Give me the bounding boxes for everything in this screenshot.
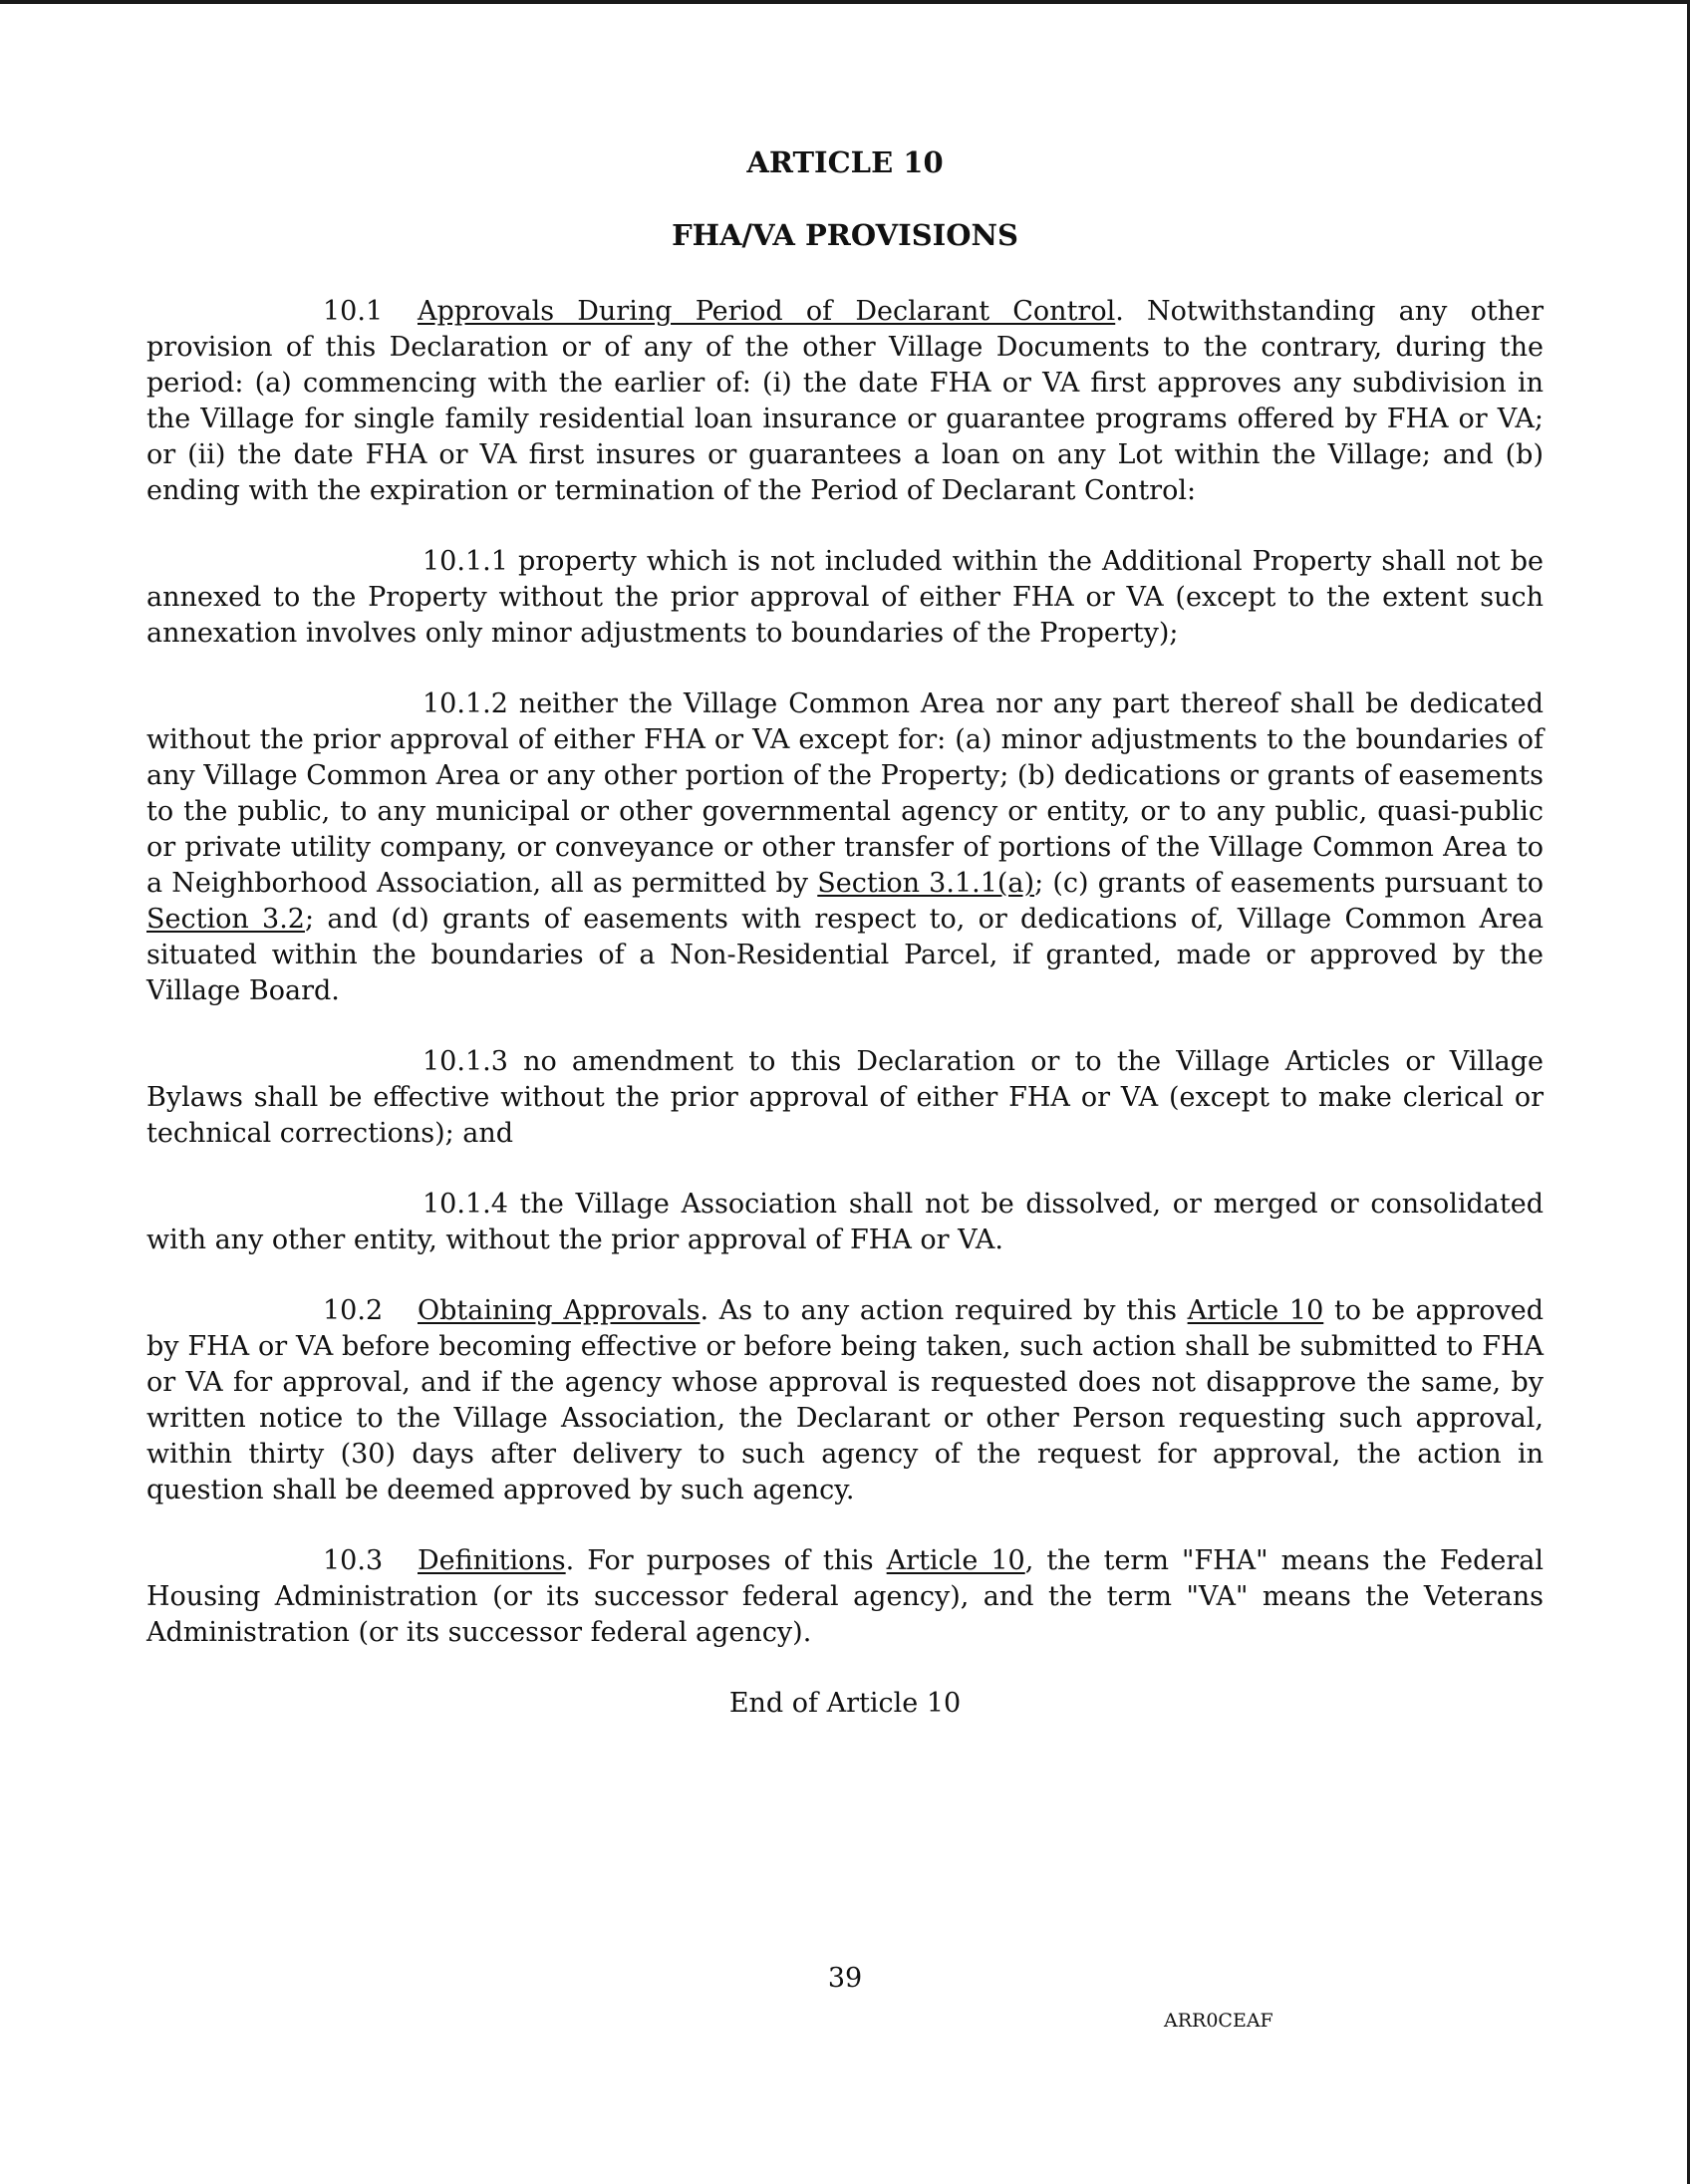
section-10-2 bbox=[146, 1293, 1544, 1508]
article-subtitle: FHA/VA PROVISIONS bbox=[672, 218, 1018, 252]
section-number: 10.3 bbox=[323, 1545, 384, 1576]
section-heading: Obtaining Approvals bbox=[418, 1295, 701, 1326]
section-text: . As to any action required by this bbox=[700, 1295, 1188, 1326]
section-10-1 bbox=[146, 294, 1544, 509]
section-number: 10.1.1 bbox=[422, 546, 508, 577]
cross-reference-link: Section 3.2 bbox=[146, 904, 305, 935]
section-text: ; (c) grants of easements pursuant to bbox=[1034, 868, 1544, 899]
scan-edge-top bbox=[0, 0, 1690, 4]
section-10-1-3 bbox=[146, 1044, 1544, 1152]
cross-reference-link: Section 3.1.1(a) bbox=[817, 868, 1035, 899]
document-id: ARR0CEAF bbox=[1164, 2010, 1273, 2032]
section-number: 10.1 bbox=[323, 296, 384, 327]
section-text: no amendment to this Declaration or to the Village Articles or Village Bylaws shall be effective without the prior approval of either FHA or VA (except to make clerical or technical corrections); and bbox=[146, 1046, 1544, 1149]
section-text: . For purposes of this bbox=[565, 1545, 887, 1576]
article-body bbox=[146, 294, 1544, 1651]
section-number: 10.1.4 bbox=[422, 1189, 508, 1220]
section-10-3 bbox=[146, 1543, 1544, 1651]
section-heading: Approvals During Period of Declarant Control bbox=[418, 296, 1116, 327]
section-10-1-2 bbox=[146, 686, 1544, 1009]
section-text: , the term "FHA" means the Federal Housing Administration (or its successor federal agency), and the term "VA" means the Veterans Administration (or its successor federal agency). bbox=[146, 1545, 1544, 1648]
section-text: property which is not included within the Additional Property shall not be annexed to the Property without the prior approval of either FHA or VA (except to the extent such annexation involves only minor adjustments to boundaries of the Property); bbox=[146, 546, 1544, 649]
section-number: 10.2 bbox=[323, 1295, 384, 1326]
section-heading: Definitions bbox=[418, 1545, 566, 1576]
cross-reference-link: Article 10 bbox=[886, 1545, 1025, 1576]
article-title: ARTICLE 10 bbox=[746, 145, 944, 179]
section-number: 10.1.3 bbox=[422, 1046, 508, 1077]
section-10-1-1 bbox=[146, 544, 1544, 652]
page-number: 39 bbox=[827, 1963, 863, 1994]
section-number: 10.1.2 bbox=[422, 688, 508, 719]
section-text: . Notwithstanding any other provision of this Declaration or of any of the other Village Documents to the contrary, during the period: (a) commencing with the earlier of: (i) the date FHA or VA first approves any subdivision in the Village for single family residential loan insurance or guarantee programs offered by FHA or VA; or (ii) the date FHA or VA first insures or guarantees a loan on any Lot within the Village; and (b) ending with the expiration or termination of the Period of Declarant Control: bbox=[146, 296, 1544, 506]
section-text: the Village Association shall not be dissolved, or merged or consolidated with any other entity, without the prior approval of FHA or VA. bbox=[146, 1189, 1544, 1255]
section-text: to be approved by FHA or VA before becoming effective or before being taken, such action shall be submitted to FHA or VA for approval, and if the agency whose approval is requested does not disapprove the same, by written notice to the Village Association, the Declarant or other Person requesting such approval, within thirty (30) days after delivery to such agency of the request for approval, the action in question shall be deemed approved by such agency. bbox=[146, 1295, 1544, 1505]
section-text: ; and (d) grants of easements with respect to, or dedications of, Village Common Area situated within the boundaries of a Non-Residential Parcel, if granted, made or approved by the Village Board. bbox=[146, 904, 1544, 1006]
section-10-1-4 bbox=[146, 1187, 1544, 1258]
end-of-article-note: End of Article 10 bbox=[728, 1688, 962, 1719]
section-text: neither the Village Common Area nor any part thereof shall be dedicated without the prior approval of either FHA or VA except for: (a) minor adjustments to the boundaries of any Village Common Area or any other portion of the Property; (b) dedications or grants of easements to the public, to any municipal or other governmental agency or entity, or to any public, quasi-public or private utility company, or conveyance or other transfer of portions of the Village Common Area to a Neighborhood Association, all as permitted by bbox=[146, 688, 1544, 899]
cross-reference-link: Article 10 bbox=[1187, 1295, 1324, 1326]
